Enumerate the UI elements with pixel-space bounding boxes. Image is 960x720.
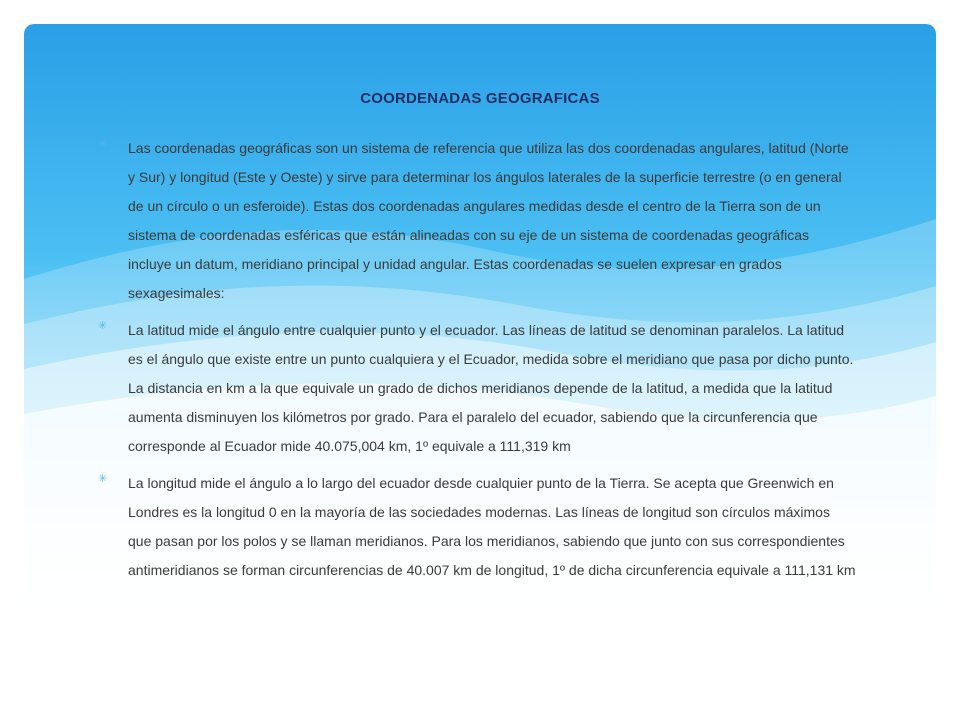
bullet-list: [98, 134, 856, 593]
bullet-item-longitude: [98, 469, 856, 585]
bullet-text: Las coordenadas geográficas son un sistema de referencia que utiliza las dos coordenadas angulares, latitud (Norte y Sur) y longitud (Este y Oeste) y sirve para determinar los ángulos laterales de la superficie terrestre (o en general de un círculo o un esferoide). Estas dos coordenadas angulares medidas desde el centro de la Tierra son de un sistema de coordenadas esféricas que están alineadas con su eje de un sistema de coordenadas geográficas incluye un datum, meridiano principal y unidad angular. Estas coordenadas se suelen expresar en grados sexagesimales:: [128, 140, 849, 301]
asterisk-bullet-icon: ✳: [98, 473, 108, 485]
bullet-text: La latitud mide el ángulo entre cualquier punto y el ecuador. Las líneas de latitud se denominan paralelos. La latitud es el ángulo que existe entre un punto cualquiera y el Ecuador, medida sobre el meridiano que pasa por dicho punto. La distancia en km a la que equivale un grado de dichos meridianos depende de la latitud, a medida que la latitud aumenta disminuyen los kilómetros por grado. Para el paralelo del ecuador, sabiendo que la circunferencia que corresponde al Ecuador mide 40.075,004 km, 1º equivale a 111,319 km: [128, 322, 854, 454]
bullet-text: La longitud mide el ángulo a lo largo del ecuador desde cualquier punto de la Tierra. Se acepta que Greenwich en Londres es la longitud 0 en la mayoría de las sociedades modernas. Las líneas de longitud son círculos máximos que pasan por los polos y se llaman meridianos. Para los meridianos, sabiendo que junto con sus correspondientes antimeridianos se forman circunferencias de 40.007 km de longitud, 1º de dicha circunferencia equivale a 111,131 km: [128, 475, 856, 578]
asterisk-bullet-icon: ✳: [98, 320, 108, 332]
slide-background: [24, 24, 936, 696]
slide-content: [24, 24, 936, 696]
asterisk-bullet-icon: ✳: [98, 138, 108, 150]
bullet-item-latitude: [98, 316, 856, 461]
slide-title: COORDENADAS GEOGRAFICAS: [360, 90, 600, 107]
bullet-item-coordinates: [98, 134, 856, 308]
